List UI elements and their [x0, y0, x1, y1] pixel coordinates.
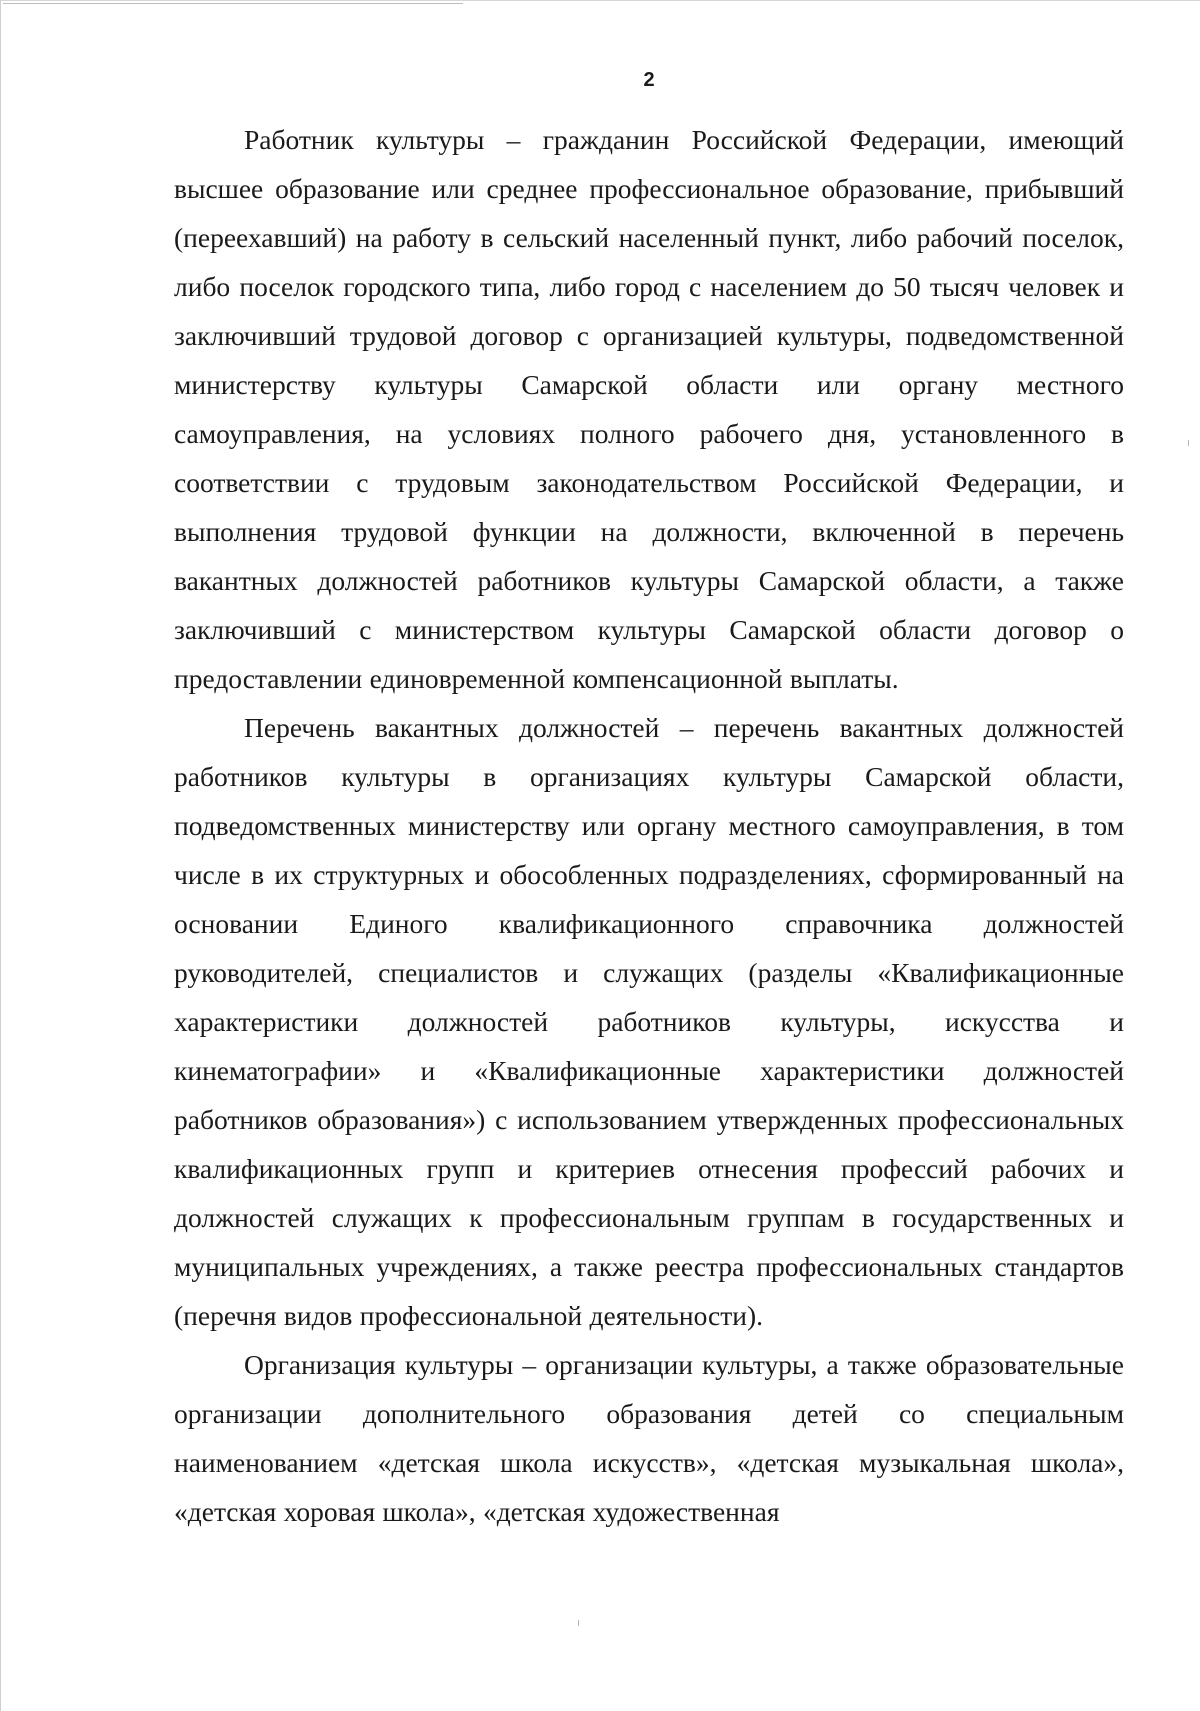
document-page [174, 66, 1124, 1536]
page-number: 2 [643, 69, 655, 91]
paragraph-vacancy-list: Перечень вакантных должностей – перечень вакантных должностей работников культуры в организациях культуры Самарской области, подведомственных министерству или органу местного самоуправления, в том числе в их структурных и обособленных подразделениях, сформированный на основании Единого квалификационного справочника должностей руководителей, специалистов и служащих (разделы «Квалификационные характеристики должностей работников культуры, искусства и кинематографии» и «Квалификационные характеристики должностей работников образования») с использованием утвержденных профессиональных квалификационных групп и критериев отнесения профессий рабочих и должностей служащих к профессиональным группам в государственных и муниципальных учреждениях, а также реестра профессиональных стандартов (перечня видов профессиональной деятельности). [174, 712, 1124, 1331]
scan-speck [1188, 440, 1189, 446]
paragraph-culture-organization: Организация культуры – организации культуры, а также образовательные организации дополнительного образования детей со специальным наименованием «детская школа искусств», «детская музыкальная школа», «детская хоровая школа», «детская художественная [174, 1349, 1124, 1527]
paragraph-culture-worker: Работник культуры – гражданин Российской Федерации, имеющий высшее образование или среднее профессиональное образование, прибывший (переехавший) на работу в сельский населенный пункт, либо рабочий поселок, либо поселок городского типа, либо город с населением до 50 тысяч человек и заключивший трудовой договор с организацией культуры, подведомственной министерству культуры Самарской области или органу местного самоуправления, на условиях полного рабочего дня, установленного в соответствии с трудовым законодательством Российской Федерации, и выполнения трудовой функции на должности, включенной в перечень вакантных должностей работников культуры Самарской области, а также заключивший с министерством культуры Самарской области договор о предоставлении единовременной компенсационной выплаты. [174, 124, 1124, 694]
scan-speck [578, 1620, 579, 1626]
